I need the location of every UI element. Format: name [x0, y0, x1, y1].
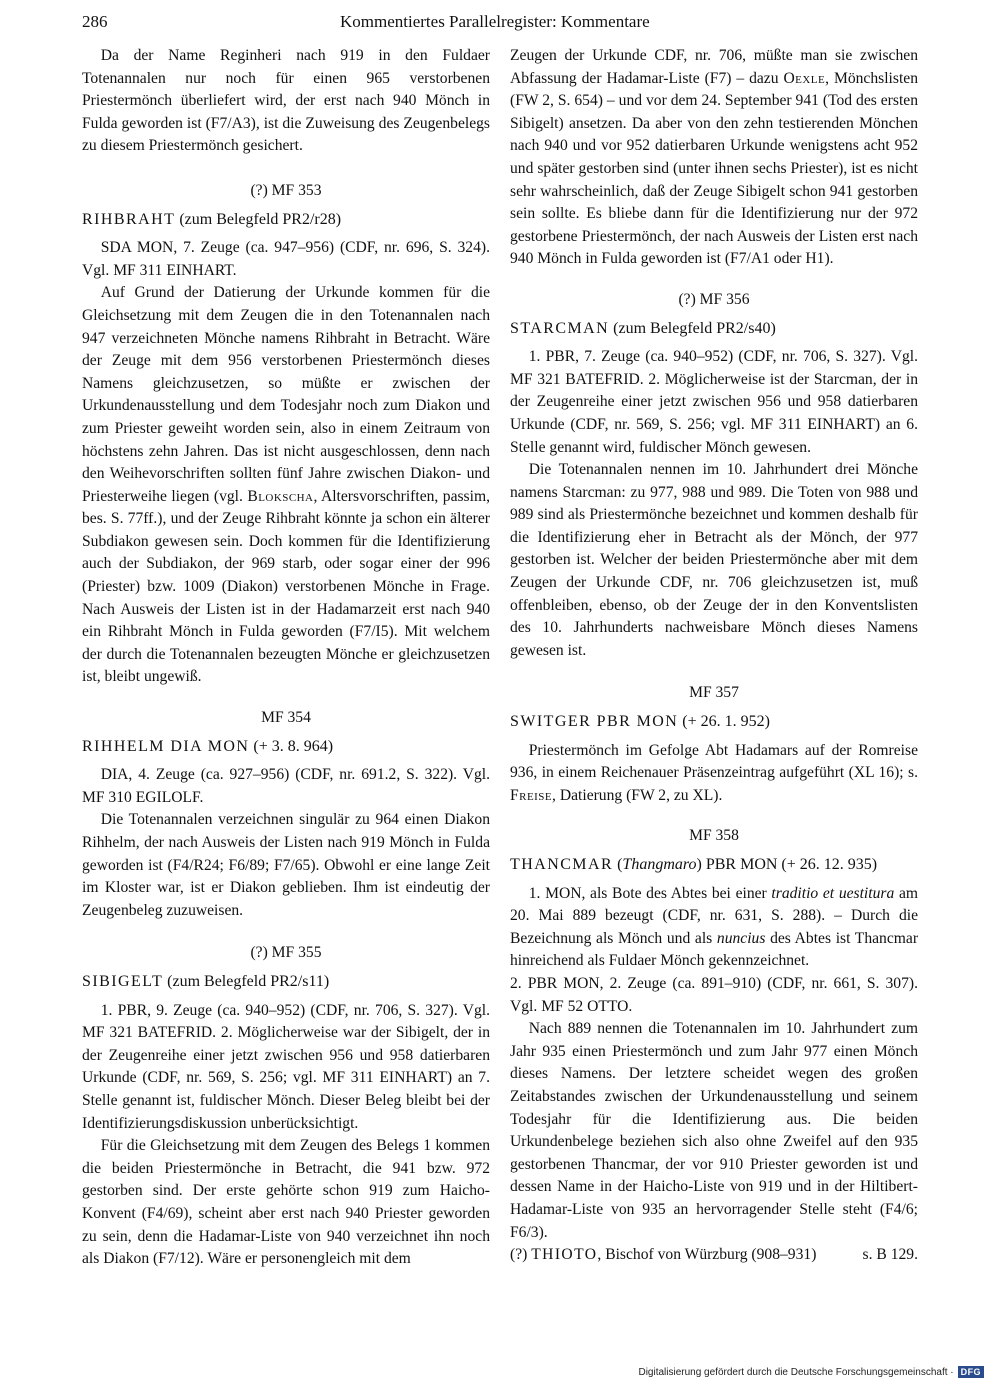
entry-number: (?) MF 353 [250, 181, 322, 199]
entry-name: RIHHELM DIA MON [82, 737, 250, 755]
dfg-logo-icon: DFG [958, 1366, 984, 1378]
paragraph: DIA, 4. Zeuge (ca. 927–956) (CDF, nr. 691.2, S. 322). Vgl. MF 310 EGILOLF. [82, 766, 490, 806]
cross-reference: s. B 129. [862, 1246, 918, 1264]
entry-name: SWITGER PBR MON [510, 713, 679, 731]
page-header [82, 12, 918, 36]
entry-number: MF 358 [689, 827, 739, 845]
entry-heading [82, 971, 490, 994]
entry-name: STARCMAN [510, 319, 610, 337]
entry-number: (?) MF 356 [678, 290, 750, 308]
entry-name: THIOTO [531, 1246, 598, 1264]
paragraph: 1. PBR, 9. Zeuge (ca. 940–952) (CDF, nr. 706, S. 327). Vgl. MF 321 BATEFRID. 2. Möglicherweise war der Sibigelt, der in der Zeugenreihe einer jetzt zwischen 956 und 958 datierbaren Urkunde (CDF, nr. 569, S. 256; vgl. MF 311 EINHART) an 7. Stelle genannt ist, fuldischer Mönch. Dieser Beleg bleibt bei der Identifizierungsdiskussion unberücksichtigt. [82, 1001, 490, 1132]
author-name: Freise [510, 786, 553, 804]
page-number: 286 [82, 12, 108, 31]
author-name: Oexle [783, 69, 826, 87]
paragraph: Die Totenannalen nennen im 10. Jahrhundert drei Mönche namens Starcman: zu 977, 988 und 989. Die Toten von 988 und 989 sind als Priestermönche bezeichnet und kommen deshalb für die Identifizierung eher in Betracht als der Mönch, der 977 gestorben ist. Welcher der beiden Priestermönche aber mit dem Zeugen der Urkunde CDF, nr. 706 gleichzusetzen ist, muß offenbleiben, ebenso, ob der Zeuge der in den Konventslisten des 10. Jahrhunderts nachweisbare Mönch dieses Namens gewesen ist. [510, 461, 918, 659]
paragraph: Auf Grund der Datierung der Urkunde kommen für die Gleichsetzung mit dem Zeugen die in den Totenannalen nach 947 verzeichneten Mönche namens Rihbraht in Betracht. Wäre der Zeuge mit dem 956 verstorbenen Priestermönch dieses Namens gleichzusetzen, so müßte er zwischen der Urkundenausstellung und dem Todesjahr noch zum Diakon und zum Priester geweiht worden sein, also in einem Zeitraum von höchstens zehn Jahren. Das ist nicht ausgeschlossen, denn nach den Weihevorschriften sollten fünf Jahre zwischen Diakon- und Priesterweihe liegen (vgl. Blokscha, Altersvorschriften, passim, bes. S. 77ff.), und der Zeuge Rihbraht könnte ja schon ein älterer Subdiakon gewesen sein. Doch kommen für die Identifizierung auch der Subdiakon, der 969 starb, oder sogar einer der 996 (Priester) bzw. 1009 (Diakon) verstorbenen Mönche in Frage. Nach Ausweis der Listen ist in der Hadamarzeit erst nach 940 ein Rihbraht Mönch in Fulda geworden (F7/I5). Mit welchem der durch die Totenannalen bezeugten Mönche er gleichzusetzen ist, bleibt ungewiß. [82, 284, 490, 686]
right-column [510, 45, 918, 1267]
paragraph: Da der Name Reginheri nach 919 in den Fuldaer Totenannalen nur noch für einen 965 verstorbenen Priestermönch überliefert wird, der erst nach 940 Mönch in Fulda geworden ist (F7/A3), ist die Zuweisung des Zeugenbelegs zu diesem Priestermönch gesichert. [82, 47, 490, 155]
entry-heading-tail: (zum Belegfeld PR2/s40) [609, 319, 776, 337]
entry-heading-tail: (zum Belegfeld PR2/s11) [163, 972, 330, 990]
entry-heading: THANCMAR (Thangmaro) PBR MON (+ 26. 12. 935) [510, 856, 878, 873]
entry-heading [510, 318, 918, 341]
paragraph: Priestermönch im Gefolge Abt Hadamars auf der Romreise 936, in einem Reichenauer Präsenzeintrag aufgeführt (XL 16); s. Freise, Datierung (FW 2, zu XL). [510, 741, 918, 804]
entry-number: (?) MF 355 [250, 944, 322, 962]
paragraph: 1. PBR, 7. Zeuge (ca. 940–952) (CDF, nr. 706, S. 327). Vgl. MF 321 BATEFRID. 2. Möglicherweise ist der Starcman, der in der Zeugenreihe einer jetzt zwischen 956 und 958 datierbaren Urkunde (CDF, nr. 569, S. 256; vgl. MF 311 EINHART) an 6. Stelle genannt wird, fuldischer Mönch gewesen. [510, 348, 918, 456]
paragraph: Zeugen der Urkunde CDF, nr. 706, müßte man sie zwischen Abfassung der Hadamar-Liste (F7) – dazu Oexle, Mönchslisten (FW 2, S. 654) – und vor dem 24. September 941 (Tod des ersten Sibigelt) ansetzen. Da aber von den zehn testierenden Mönchen nach 940 und vor 952 datierbaren Urkunde wenigstens acht 952 und später gestorben sind (unter ihnen sechs Priester), ist es nicht sehr wahrscheinlich, daß der Zeuge Sibigelt schon 941 gestorben sein sollte. Es bliebe dann für die Identifizierung nur der 972 gestorbene Priestermönch, der nach Ausweis der Listen erst nach 940 Mönch in Fulda geworden ist (F7/A1 oder H1). [510, 47, 919, 268]
entry-heading-tail: PBR MON (+ 26. 12. 935) [701, 856, 878, 873]
entry-heading-tail: (+ 26. 1. 952) [678, 713, 770, 731]
paragraph: Die Totenannalen verzeichnen singulär zu 964 einen Diakon Rihhelm, der nach Ausweis der Listen nach 919 Mönch in Fulda geworden ist (F4/R24; F6/89; F7/65). Obwohl er eine lange Zeit im Kloster war, ist er Diakon geblieben. Ihm ist eindeutig der Zeugenbeleg zuzuweisen. [82, 811, 490, 919]
paragraph: Nach 889 nennen die Totenannalen im 10. Jahrhundert zum Jahr 935 einen Priestermönch und zum Jahr 977 einen Mönch dieses Namens. Der letztere scheidet wegen des großen Zeitabstandes zwischen der Urkundenausstellung und seinem Todesjahr für die Identifizierung aus. Die beiden Urkundenbelege beziehen sich also ohne Zweifel auf den 935 gestorbenen Thancmar, der vor 910 Priester geworden ist und dessen Name in der Haicho-Liste von 919 und in der Hiltibert-Hadamar-Liste von 935 an hervorragender Stelle steht (F4/6; F6/3). [510, 1020, 918, 1241]
author-name: Blokscha [247, 487, 314, 505]
entry-heading-tail: (zum Belegfeld PR2/r28) [175, 210, 342, 228]
entry-name: THANCMAR [510, 856, 614, 873]
entry-alias: Thangmaro [622, 856, 697, 873]
entry-heading [82, 736, 490, 759]
running-title: Kommentiertes Parallelregister: Kommentare [340, 12, 650, 31]
paragraph: 1. MON, als Bote des Abtes bei einer traditio et uestitura am 20. Mai 889 bezeugt (CDF, nr. 631, S. 288). – Durch die Bezeichnung als Mönch und als nuncius des Abtes ist Thancmar hinreichend als Fuldaer Mönch gekennzeichnet. 2. PBR MON, 2. Zeuge (ca. 891–910) (CDF, nr. 661, S. 307). Vgl. MF 52 OTTO. [510, 884, 919, 1015]
entry-number: MF 354 [261, 709, 311, 727]
footer-text: Digitalisierung gefördert durch die Deutsche Forschungsgemeinschaft · [638, 1366, 954, 1378]
left-column [82, 45, 490, 1271]
cross-reference-entry: (?) THIOTO, Bischof von Würzburg (908–931) s. B 129. [510, 1244, 918, 1267]
entry-number: MF 357 [689, 684, 739, 702]
paragraph: SDA MON, 7. Zeuge (ca. 947–956) (CDF, nr. 696, S. 324). Vgl. MF 311 EINHART. [82, 239, 490, 279]
entry-name: SIBIGELT [82, 972, 164, 990]
paragraph: Für die Gleichsetzung mit dem Zeugen des Belegs 1 kommen die beiden Priestermönche in Betracht, die 941 bzw. 972 gestorben sind. Der erste gehörte schon 919 zum Haicho-Konvent (F4/69), scheint aber erst nach 940 Priester geworden zu sein, denn die Hadamar-Liste von 940 verzeichnet ihn noch als Diakon (F7/12). Wäre er personengleich mit dem [82, 1137, 490, 1268]
digitization-footer [638, 1366, 984, 1378]
entry-name: RIHBRAHT [82, 210, 176, 228]
entry-heading-tail: (+ 3. 8. 964) [249, 737, 334, 755]
entry-heading [82, 209, 490, 232]
entry-heading [510, 711, 918, 734]
